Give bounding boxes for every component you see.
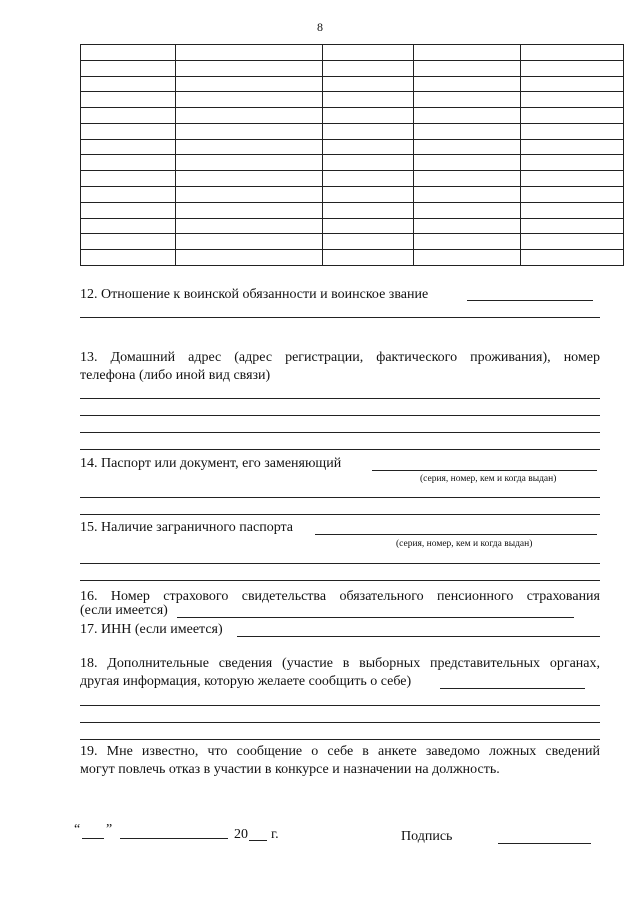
table-cell[interactable]	[414, 76, 521, 92]
item-15-field[interactable]	[315, 534, 597, 535]
item-14-field[interactable]	[372, 470, 597, 471]
table-cell[interactable]	[521, 218, 624, 234]
item-19-line-1: 19. Мне известно, что сообщение о себе в анкете заведомо ложных сведений	[80, 744, 600, 759]
item-15-label: 15. Наличие заграничного паспорта	[80, 520, 294, 535]
date-year-field[interactable]	[249, 840, 267, 841]
table-cell[interactable]	[521, 234, 624, 250]
table-cell[interactable]	[323, 92, 414, 108]
item-16-field[interactable]	[177, 617, 574, 618]
table-cell[interactable]	[176, 60, 323, 76]
table-cell[interactable]	[414, 171, 521, 187]
table-cell[interactable]	[521, 76, 624, 92]
date-quote-close: ”	[106, 822, 113, 837]
table-cell[interactable]	[176, 45, 323, 61]
table-cell[interactable]	[176, 139, 323, 155]
page-number: 8	[317, 20, 323, 34]
item-15-field-line-1[interactable]	[80, 563, 600, 564]
table-cell[interactable]	[414, 45, 521, 61]
table-cell[interactable]	[176, 76, 323, 92]
table-cell[interactable]	[323, 45, 414, 61]
item-18-field-line-2[interactable]	[80, 722, 600, 723]
table-cell[interactable]	[414, 187, 521, 203]
item-18-field-line-3[interactable]	[80, 739, 600, 740]
table-cell[interactable]	[323, 139, 414, 155]
item-12-field[interactable]	[467, 300, 593, 301]
item-14-hint: (серия, номер, кем и когда выдан)	[420, 474, 557, 484]
item-17-field[interactable]	[237, 636, 600, 637]
item-18-field-line-1[interactable]	[80, 705, 600, 706]
item-13-field-line-4[interactable]	[80, 449, 600, 450]
table-row	[81, 45, 624, 61]
date-day-field[interactable]	[82, 838, 104, 839]
table-cell[interactable]	[414, 108, 521, 124]
table-cell[interactable]	[81, 76, 176, 92]
item-13-line-2: телефона (либо иной вид связи)	[80, 368, 271, 383]
item-12-label: 12. Отношение к воинской обязанности и воинское звание	[80, 287, 429, 302]
item-13-line-1: 13. Домашний адрес (адрес регистрации, фактического проживания), номер	[80, 350, 600, 365]
table-cell[interactable]	[521, 171, 624, 187]
table-cell[interactable]	[81, 202, 176, 218]
item-14-field-line-2[interactable]	[80, 514, 600, 515]
table-cell[interactable]	[521, 108, 624, 124]
table-row	[81, 171, 624, 187]
table-cell[interactable]	[414, 92, 521, 108]
item-19-line-2: могут повлечь отказ в участии в конкурсе и назначении на должность.	[80, 762, 500, 777]
table-cell[interactable]	[81, 92, 176, 108]
table-cell[interactable]	[176, 187, 323, 203]
table-cell[interactable]	[414, 234, 521, 250]
date-year-suffix: г.	[271, 827, 279, 842]
table-cell[interactable]	[323, 218, 414, 234]
table-cell[interactable]	[81, 139, 176, 155]
table-cell[interactable]	[323, 250, 414, 266]
item-13-field-line-1[interactable]	[80, 398, 600, 399]
table-cell[interactable]	[176, 108, 323, 124]
table-cell[interactable]	[521, 155, 624, 171]
item-17-label: 17. ИНН (если имеется)	[80, 622, 223, 637]
table-row	[81, 139, 624, 155]
table-row	[81, 60, 624, 76]
item-15-hint: (серия, номер, кем и когда выдан)	[396, 539, 533, 549]
data-table	[80, 44, 624, 266]
item-19-text	[80, 743, 600, 761]
table-cell[interactable]	[323, 171, 414, 187]
item-15-field-line-2[interactable]	[80, 580, 600, 581]
table-cell[interactable]	[521, 60, 624, 76]
date-quote-open: “	[74, 822, 81, 837]
table-row	[81, 108, 624, 124]
date-year-prefix: 20	[234, 827, 248, 842]
table-cell[interactable]	[176, 250, 323, 266]
item-18-line-1: 18. Дополнительные сведения (участие в выборных представительных органах,	[80, 656, 600, 671]
table-cell[interactable]	[323, 123, 414, 139]
table-cell[interactable]	[323, 187, 414, 203]
table-cell[interactable]	[521, 250, 624, 266]
table-cell[interactable]	[81, 108, 176, 124]
table-cell[interactable]	[414, 250, 521, 266]
table-cell[interactable]	[521, 202, 624, 218]
table-cell[interactable]	[323, 60, 414, 76]
table-row	[81, 202, 624, 218]
item-16-line-1: 16. Номер страхового свидетельства обязательного пенсионного страхования	[80, 589, 600, 604]
table-cell[interactable]	[81, 45, 176, 61]
table-cell[interactable]	[521, 187, 624, 203]
table-row	[81, 250, 624, 266]
item-14-label: 14. Паспорт или документ, его заменяющий	[80, 456, 342, 471]
table-cell[interactable]	[81, 123, 176, 139]
item-12-field-line[interactable]	[80, 317, 600, 318]
item-18-line-2: другая информация, которую желаете сообщить о себе)	[80, 674, 412, 689]
signature-field[interactable]	[498, 843, 591, 844]
table-cell[interactable]	[414, 139, 521, 155]
table-cell[interactable]	[81, 218, 176, 234]
table-cell[interactable]	[81, 171, 176, 187]
table-cell[interactable]	[323, 202, 414, 218]
table-cell[interactable]	[323, 76, 414, 92]
table-row	[81, 76, 624, 92]
table-cell[interactable]	[176, 218, 323, 234]
table-row	[81, 218, 624, 234]
item-13-field-line-3[interactable]	[80, 432, 600, 433]
table-cell[interactable]	[176, 202, 323, 218]
table-row	[81, 123, 624, 139]
table-cell[interactable]	[414, 60, 521, 76]
table-cell[interactable]	[176, 171, 323, 187]
item-18-text	[80, 655, 600, 673]
table-cell[interactable]	[81, 60, 176, 76]
table-cell[interactable]	[521, 123, 624, 139]
table-cell[interactable]	[176, 155, 323, 171]
table-cell[interactable]	[414, 218, 521, 234]
table-cell[interactable]	[323, 234, 414, 250]
table-cell[interactable]	[521, 45, 624, 61]
item-16-line-2: (если имеется)	[80, 603, 168, 618]
table-cell[interactable]	[81, 250, 176, 266]
table-cell[interactable]	[81, 155, 176, 171]
item-18-field[interactable]	[440, 688, 585, 689]
item-14-field-line-1[interactable]	[80, 497, 600, 498]
table-cell[interactable]	[323, 108, 414, 124]
table-cell[interactable]	[414, 202, 521, 218]
signature-label: Подпись	[401, 829, 453, 844]
table-cell[interactable]	[414, 155, 521, 171]
item-13-field-line-2[interactable]	[80, 415, 600, 416]
table-cell[interactable]	[414, 123, 521, 139]
table-cell[interactable]	[323, 155, 414, 171]
table-row	[81, 187, 624, 203]
date-month-field[interactable]	[120, 838, 228, 839]
table-cell[interactable]	[81, 234, 176, 250]
table-cell[interactable]	[521, 139, 624, 155]
table-cell[interactable]	[81, 187, 176, 203]
table-row	[81, 234, 624, 250]
table-cell[interactable]	[176, 92, 323, 108]
table-row	[81, 92, 624, 108]
table-cell[interactable]	[176, 123, 323, 139]
table-cell[interactable]	[521, 92, 624, 108]
table-cell[interactable]	[176, 234, 323, 250]
item-13-text	[80, 349, 600, 367]
table-row	[81, 155, 624, 171]
